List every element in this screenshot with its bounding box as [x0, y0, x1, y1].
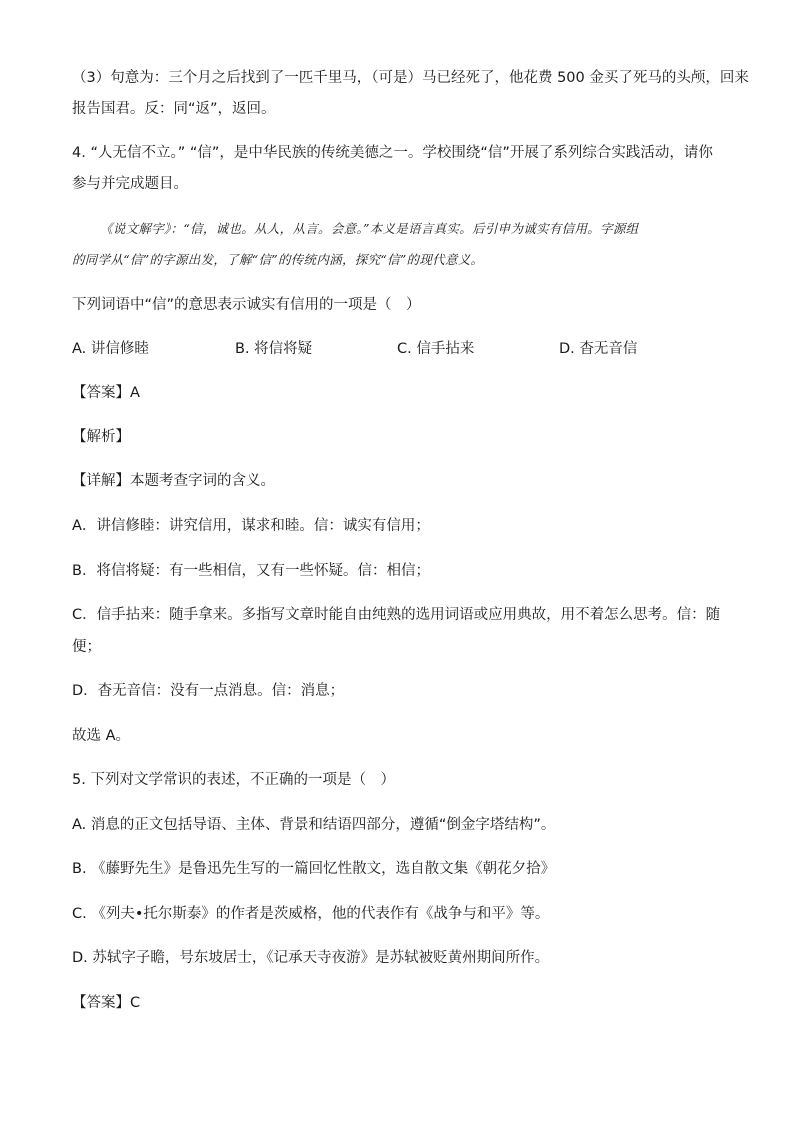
- q4-quote-line-2: 的同学从“信”的字源出发，了解“信”的传统内涵，探究“信”的现代意义。: [72, 252, 484, 267]
- q5-answer: 【答案】C: [72, 995, 141, 1011]
- q4-explain-b: B．将信将疑：有一些相信，又有一些怀疑。信：相信；: [72, 563, 430, 579]
- q5-option-b: B. 《藤野先生》是鲁迅先生写的一篇回忆性散文，选自散文集《朝花夕拾》: [72, 861, 556, 877]
- q4-explain-c-line-2: 便；: [72, 639, 101, 655]
- q5-stem: 5. 下列对文学常识的表述，不正确的一项是（ ）: [72, 772, 395, 788]
- q4-quote-line-1: 《说文解字》：“信，诚也。从人，从言。会意。”本义是语言真实。后引申为诚实有信用。字源组: [100, 221, 639, 236]
- q4-option-b: B. 将信将疑: [235, 341, 313, 357]
- q5-option-c: C. 《列夫•托尔斯泰》的作者是茨威格，他的代表作有《战争与和平》等。: [72, 906, 550, 922]
- q4-explain-a: A．讲信修睦：讲究信用，谋求和睦。信：诚实有信用；: [72, 518, 430, 534]
- q4-explain-d: D．杳无音信：没有一点消息。信：消息；: [72, 683, 345, 699]
- q4-question: 下列词语中“信”的意思表示诚实有信用的一项是（ ）: [72, 297, 421, 313]
- q4-stem-line-2: 参与并完成题目。: [72, 176, 188, 192]
- q4-option-a: A. 讲信修睦: [72, 341, 149, 357]
- q4-option-d: D. 杳无音信: [559, 341, 638, 357]
- q3-note-line-2: 报告国君。反：同“返”，返回。: [72, 101, 276, 117]
- q4-analysis-label: 【解析】: [72, 429, 130, 445]
- q5-option-d: D. 苏轼字子瞻，号东坡居士，《记承天寺夜游》是苏轼被贬黄州期间所作。: [72, 950, 550, 966]
- q4-answer: 【答案】A: [72, 385, 140, 401]
- q4-explain-c-line-1: C．信手拈来：随手拿来。多指写文章时能自由纯熟的选用词语或应用典故，用不着怎么思考。信：随: [72, 607, 721, 623]
- q5-option-a: A. 消息的正文包括导语、主体、背景和结语四部分，遵循“倒金字塔结构”。: [72, 817, 556, 833]
- q4-option-c: C. 信手拈来: [397, 341, 475, 357]
- q4-detail: 【详解】本题考查字词的含义。: [72, 473, 275, 489]
- q3-note-line-1: （3）句意为：三个月之后找到了一匹千里马，（可是）马已经死了，他花费 500 金买了死马的头颅，回来: [72, 70, 749, 86]
- q4-conclusion: 故选 A。: [72, 728, 131, 744]
- q4-stem-line-1: 4. “人无信不立。” “信”，是中华民族的传统美德之一。学校围绕“信”开展了系列综合实践活动，请你: [72, 145, 713, 161]
